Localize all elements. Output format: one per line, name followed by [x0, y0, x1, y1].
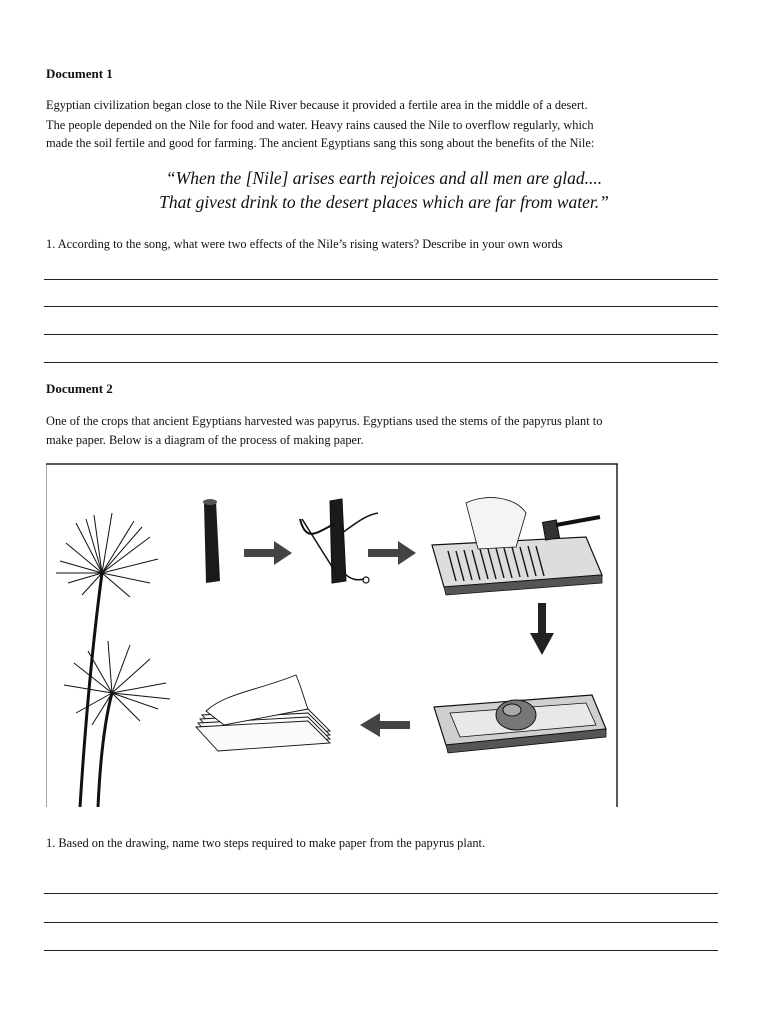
paragraph-line: Egyptian civilization began close to the Nile River because it provided a fertile area in the middle of a desert.: [46, 98, 588, 112]
document-1-question: 1. According to the song, what were two effects of the Nile’s rising waters? Describe in your own words: [46, 237, 563, 251]
paragraph-line: One of the crops that ancient Egyptians harvested was papyrus. Egyptians used the stems of the papyrus plant to: [46, 414, 603, 428]
arrow-icon: [244, 541, 292, 565]
document-1-heading: Document 1: [46, 66, 113, 81]
split-stem-icon: [300, 499, 378, 583]
stone-weight-icon: [434, 695, 606, 753]
answer-line[interactable]: [44, 922, 718, 923]
answer-line[interactable]: [44, 950, 718, 951]
answer-line[interactable]: [44, 306, 718, 307]
arrow-icon: [360, 713, 410, 737]
document-2-question: 1. Based on the drawing, name two steps required to make paper from the papyrus plant.: [46, 836, 486, 850]
answer-line[interactable]: [44, 279, 718, 280]
document-2-heading: Document 2: [46, 381, 113, 396]
answer-line[interactable]: [44, 362, 718, 363]
arrow-icon: [530, 603, 554, 655]
arrow-icon: [368, 541, 416, 565]
stem-icon: [203, 499, 220, 583]
paragraph-line: made the soil fertile and good for farming. The ancient Egyptians sang this song about the benefits of the Nile:: [46, 136, 595, 150]
papyrus-plant-icon: [56, 513, 170, 807]
papyrus-process-diagram: [46, 463, 618, 807]
pressing-frame-icon: [432, 498, 602, 595]
paragraph-line: make paper. Below is a diagram of the process of making paper.: [46, 433, 364, 447]
paper-stack-icon: [196, 675, 330, 751]
answer-line[interactable]: [44, 334, 718, 335]
quote-line: That givest drink to the desert places which are far from water.”: [159, 192, 609, 212]
paragraph-line: The people depended on the Nile for food and water. Heavy rains caused the Nile to overflow regularly, which: [46, 118, 594, 132]
quote-line: “When the [Nile] arises earth rejoices and all men are glad....: [165, 168, 603, 188]
answer-line[interactable]: [44, 893, 718, 894]
